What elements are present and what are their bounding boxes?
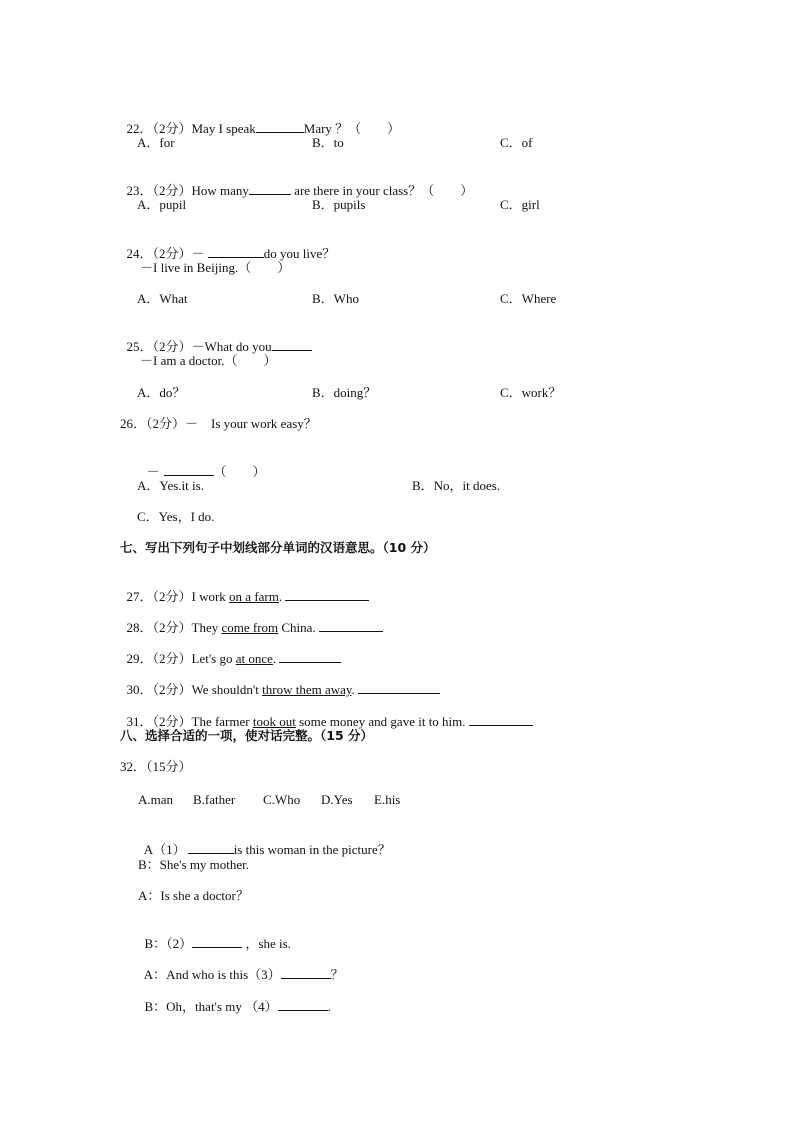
option-c[interactable]: C．Where — [500, 291, 557, 306]
question-23-tail: are there in your class？（ ） — [290, 183, 474, 198]
question-27-tail: . — [278, 589, 283, 604]
dialogue-text: is this woman in the picture？ — [233, 842, 391, 857]
question-30-stem: 30．（2分）We shouldn't — [126, 682, 263, 697]
option-a[interactable]: A．do？ — [137, 385, 186, 400]
dialogue-text: . — [327, 999, 331, 1014]
option-c[interactable]: C．girl — [500, 197, 540, 212]
option-b[interactable]: B．No，it does. — [412, 478, 501, 493]
answer-blank[interactable] — [279, 650, 341, 663]
dialogue-text: ？ — [330, 967, 344, 982]
option-b[interactable]: B．doing？ — [312, 385, 377, 400]
question-26-stem: 26．（2分）－ Is your work easy？ — [120, 416, 317, 431]
option-c[interactable]: C．Yes，I do. — [137, 509, 215, 524]
question-24-tail: do you live？ — [263, 246, 336, 261]
option-a[interactable]: A．Yes.it is. — [137, 478, 204, 493]
option-b[interactable]: B．Who — [312, 291, 359, 306]
choice-d: D.Yes — [321, 792, 353, 807]
underlined-phrase: at once — [235, 651, 273, 666]
question-22 — [120, 104, 400, 137]
option-c[interactable]: C．work？ — [500, 385, 562, 400]
option-a[interactable]: A．What — [137, 291, 188, 306]
question-31-stem: 31．（2分）The farmer — [126, 714, 253, 729]
question-25-reply: －I am a doctor.（ ） — [140, 353, 277, 368]
dialogue-line-3: A：Is she a doctor？ — [138, 888, 249, 903]
answer-blank[interactable] — [188, 841, 234, 854]
option-c[interactable]: C．of — [500, 135, 533, 150]
question-25-stem: 25．（2分）－What do you — [126, 339, 272, 354]
answer-blank[interactable] — [192, 935, 242, 948]
question-27-stem: 27．（2分）I work — [126, 589, 230, 604]
reply-dash: － — [146, 464, 160, 479]
question-30 — [120, 665, 440, 698]
dialogue-line-2: B：She's my mother. — [138, 857, 250, 872]
question-23-stem: 23．（2分）How many — [126, 183, 249, 198]
question-29-tail: . — [272, 651, 277, 666]
question-28-tail: China. — [278, 620, 316, 635]
answer-blank[interactable] — [272, 338, 312, 351]
answer-blank[interactable] — [256, 120, 304, 133]
answer-paren: （ ） — [213, 464, 266, 479]
question-26-reply — [140, 447, 266, 480]
question-24 — [120, 229, 335, 262]
dialogue-line-1 — [138, 825, 391, 858]
dialogue-line-4 — [138, 919, 291, 952]
question-28 — [120, 603, 383, 636]
speaker-a: A：And who is this（3） — [143, 967, 281, 982]
question-25 — [120, 322, 312, 355]
option-a[interactable]: A．for — [137, 135, 175, 150]
question-29 — [120, 634, 341, 667]
question-31-tail: some money and gave it to him. — [295, 714, 466, 729]
answer-blank[interactable] — [278, 998, 328, 1011]
underlined-phrase: on a farm — [229, 589, 279, 604]
choice-e: E.his — [374, 792, 401, 807]
choice-c: C.Who — [263, 792, 301, 807]
option-b[interactable]: B．pupils — [312, 197, 366, 212]
speaker-b: B：Oh，that's my （4） — [144, 999, 278, 1014]
underlined-phrase: come from — [221, 620, 279, 635]
underlined-phrase: took out — [252, 714, 296, 729]
question-30-tail: . — [351, 682, 355, 697]
question-24-reply: －I live in Beijing.（ ） — [140, 260, 291, 275]
choice-a: A.man — [138, 792, 174, 807]
question-22-stem: 22．（2分）May I speak — [126, 121, 256, 136]
answer-blank[interactable] — [285, 588, 369, 601]
question-27 — [120, 572, 369, 605]
question-22-tail: Mary ？（ ） — [303, 121, 401, 136]
answer-blank[interactable] — [281, 966, 331, 979]
question-23 — [120, 166, 473, 199]
section-7-title: 七、写出下列句子中划线部分单词的汉语意思。（10 分） — [120, 540, 436, 555]
answer-blank[interactable] — [249, 182, 291, 195]
question-29-stem: 29．（2分）Let's go — [126, 651, 236, 666]
dialogue-line-6 — [138, 982, 331, 1015]
dialogue-text: ，she is. — [242, 936, 291, 951]
answer-blank[interactable] — [164, 463, 214, 476]
answer-blank[interactable] — [319, 619, 383, 632]
answer-blank[interactable] — [358, 681, 440, 694]
question-28-stem: 28．（2分）They — [126, 620, 222, 635]
choice-b: B.father — [193, 792, 236, 807]
option-a[interactable]: A．pupil — [137, 197, 187, 212]
dialogue-line-5 — [138, 950, 344, 983]
answer-blank[interactable] — [208, 245, 264, 258]
question-32-stem: 32．（15分） — [120, 759, 192, 774]
question-31 — [120, 697, 533, 730]
question-24-stem: 24．（2分）－ — [126, 246, 208, 261]
section-8-title: 八、选择合适的一项，使对话完整。（15 分） — [120, 728, 373, 743]
speaker-b: B：（2） — [144, 936, 193, 951]
speaker-a: A（1） — [143, 842, 186, 857]
underlined-phrase: throw them away — [262, 682, 352, 697]
option-b[interactable]: B．to — [312, 135, 344, 150]
answer-blank[interactable] — [469, 713, 533, 726]
